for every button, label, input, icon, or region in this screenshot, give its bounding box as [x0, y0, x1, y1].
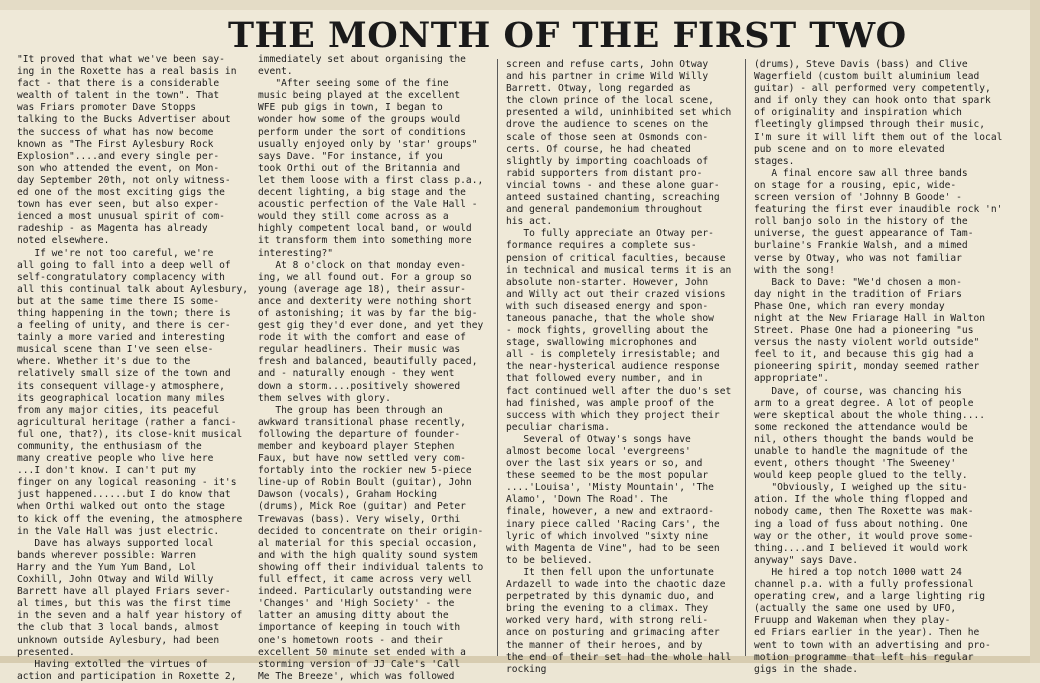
- text-line: the club that 3 local bands, almost: [17, 622, 220, 634]
- text-line: ...I don't know. I can't put my: [17, 465, 197, 477]
- text-line: versus the nasty violent world outside": [754, 337, 980, 349]
- text-line: Dave, of course, was chancing his: [754, 385, 962, 397]
- text-line: in the seven and a half year history of: [17, 610, 243, 622]
- text-line: Dawson (vocals), Graham Hocking: [258, 489, 438, 501]
- text-line: but at the same time there IS some-: [17, 295, 220, 307]
- text-line: formance requires a complete sus-: [506, 240, 697, 252]
- text-line: ienced a most unusual spirit of com-: [17, 211, 225, 223]
- text-line: day night in the tradition of Friars: [754, 288, 962, 300]
- text-line: Having extolled the virtues of: [17, 658, 208, 670]
- text-line: arm to a great degree. A lot of people: [754, 397, 974, 409]
- text-line: guitar) - all performed very competently,: [754, 83, 991, 95]
- text-line: indeed. Particularly outstanding were: [258, 586, 472, 598]
- text-line: "After seeing some of the fine: [258, 78, 449, 90]
- text-line: excellent 50 minute set ended with a: [258, 646, 466, 658]
- text-line: screen and refuse carts, John Otway: [506, 59, 709, 70]
- text-line: perform under the sort of conditions: [258, 126, 466, 138]
- text-line: awkward transitional phase recently,: [258, 416, 466, 428]
- text-line: Street. Phase One had a pioneering "us: [754, 325, 974, 337]
- text-line: ed Friars earlier in the year). Then he: [754, 627, 980, 639]
- text-line: Dave has always supported local: [17, 537, 214, 549]
- text-line: would they still come across as a: [258, 211, 449, 223]
- text-line: Faux, but have now settled very com-: [258, 453, 466, 465]
- text-line: bring the evening to a climax. They: [506, 603, 709, 615]
- text-line: following the departure of founder-: [258, 428, 461, 440]
- text-line: feel to it, and because this gig had a: [754, 349, 974, 361]
- text-line: radeship - as Magenta has already: [17, 223, 208, 235]
- text-line: gigs in the shade.: [754, 663, 858, 675]
- text-line: bands wherever possible: Warren: [17, 549, 197, 561]
- text-line: peculiar charisma.: [506, 421, 610, 433]
- text-line: thing happening in the town; there is: [17, 307, 231, 319]
- text-line: perpetrated by this dynamic duo, and: [506, 591, 714, 603]
- text-line: to be believed.: [506, 554, 593, 566]
- text-line: featuring the first ever inaudible rock 'n': [754, 204, 1003, 216]
- text-line: just happened......but I do know that: [17, 489, 231, 501]
- text-line: (drums), Steve Davis (bass) and Clive: [754, 59, 968, 70]
- text-line: (actually the same one used by UFO,: [754, 603, 957, 615]
- text-line: self-congratulatory complacency with: [17, 271, 225, 283]
- text-line: universe, the guest appearance of Tam-: [754, 228, 974, 240]
- text-line: member and keyboard player Stephen: [258, 441, 455, 452]
- text-line: ing in the Roxette has a real basis in: [17, 66, 237, 78]
- text-line: and - naturally enough - they went: [258, 368, 455, 380]
- text-line: all going to fall into a deep well of: [17, 259, 231, 271]
- text-line: screen version of 'Johnny B Goode' -: [754, 192, 962, 204]
- text-line: 'Changes' and 'High Society' - the: [258, 598, 455, 610]
- text-line: it transform them into something more: [258, 235, 472, 247]
- text-line: Several of Otway's songs have: [506, 433, 691, 445]
- text-line: immediately set about organising the: [258, 54, 466, 65]
- text-line: and with the high quality sound system: [258, 549, 478, 561]
- text-line: "It proved that what we've been say-: [17, 54, 225, 65]
- paper-edge-top: [0, 0, 1040, 10]
- text-line: and his partner in crime Wild Willy: [506, 71, 709, 83]
- text-line: ation. If the whole thing flopped and: [754, 494, 968, 506]
- text-line: some reckoned the attendance would be: [754, 421, 968, 433]
- text-line: stages.: [754, 155, 795, 167]
- text-line: If we're not too careful, we're: [17, 247, 214, 259]
- text-line: importance of keeping in touch with: [258, 622, 461, 634]
- text-line: wealth of talent in the town". That: [17, 90, 220, 102]
- text-line: all this continual talk about Aylesbury,: [17, 283, 249, 295]
- text-line: young (average age 18), their assur-: [258, 283, 466, 295]
- text-line: of originality and inspiration which: [754, 107, 962, 119]
- text-line: Explosion"....and every single per-: [17, 150, 220, 162]
- text-line: showing off their individual talents to: [258, 561, 484, 573]
- text-line: vincial towns - and these alone guar-: [506, 179, 720, 191]
- text-line: day September 20th, not only witness-: [17, 174, 231, 186]
- text-line: ed one of the most exciting gigs the: [17, 187, 225, 199]
- text-line: says Dave. "For instance, if you: [258, 150, 443, 162]
- text-line: and if only they can hook onto that spark: [754, 95, 991, 107]
- text-line: town has ever seen, but also exper-: [17, 199, 220, 211]
- text-line: nobody came, then The Roxette was mak-: [754, 506, 974, 518]
- text-line: ful one, that?), its close-knit musical: [17, 428, 243, 440]
- text-line: son who attended the event, on Mon-: [17, 162, 220, 174]
- text-line: ing, we all found out. For a group so: [258, 271, 472, 283]
- article-column-4: [754, 59, 1003, 675]
- text-line: The group has been through an: [258, 404, 443, 416]
- text-line: pub scene and on to more elevated: [754, 143, 945, 155]
- text-line: relatively small size of the town and: [17, 368, 231, 380]
- text-line: fortably into the rockier new 5-piece: [258, 465, 472, 477]
- text-line: acoustic perfection of the Vale Hall -: [258, 199, 478, 211]
- text-line: noted elsewhere.: [17, 235, 110, 247]
- text-line: WFE pub gigs in town, I began to: [258, 102, 443, 114]
- text-line: roll banjo solo in the history of the: [754, 216, 968, 228]
- text-line: his act.: [506, 216, 553, 228]
- text-line: presented.: [17, 646, 75, 658]
- text-line: fact - that there is a considerable: [17, 78, 220, 90]
- text-line: Barrett. Otway, long regarded as: [506, 83, 691, 95]
- text-line: fleetingly glimpsed through their music,: [754, 119, 986, 131]
- text-line: were skeptical about the whole thing....: [754, 409, 986, 421]
- text-line: pioneering spirit, monday seemed rather: [754, 361, 980, 373]
- text-line: talking to the Bucks Advertiser about: [17, 114, 231, 126]
- text-line: Back to Dave: "We'd chosen a mon-: [754, 276, 962, 288]
- text-line: finale, however, a new and extraord-: [506, 506, 714, 518]
- text-line: was Friars promoter Dave Stopps: [17, 102, 197, 114]
- text-line: I'm sure it will lift them out of the local: [754, 131, 1003, 143]
- article-column-1: [17, 54, 253, 682]
- text-line: that followed every number, and in: [506, 373, 703, 385]
- column-rule: [745, 59, 746, 656]
- text-line: of astonishing; it was by far the big-: [258, 307, 478, 319]
- text-line: certs. Of course, he had cheated: [506, 143, 691, 155]
- text-line: ance and dexterity were nothing short: [258, 295, 472, 307]
- text-line: He hired a top notch 1000 watt 24: [754, 566, 962, 578]
- text-line: ance on posturing and grimacing after: [506, 627, 720, 639]
- text-line: decided to concentrate on their origin-: [258, 525, 484, 537]
- text-line: fact continued well after the duo's set: [506, 385, 732, 397]
- text-line: highly competent local band, or would: [258, 223, 472, 235]
- text-line: Fruupp and Wakeman when they play-: [754, 615, 951, 627]
- column-rule: [497, 59, 498, 656]
- text-line: slightly by importing coachloads of: [506, 155, 709, 167]
- text-line: Phase One, which ran every monday: [754, 300, 945, 312]
- text-line: line-up of Robin Boult (guitar), John: [258, 477, 472, 489]
- text-line: all - is completely irresistable; and: [506, 349, 720, 361]
- text-line: the near-hysterical audience response: [506, 361, 720, 373]
- text-line: lyric of which involved "sixty nine: [506, 530, 709, 542]
- article-column-2: [258, 54, 494, 682]
- text-line: tainly a more varied and interesting: [17, 332, 225, 344]
- text-line: over the last six years or so, and: [506, 458, 703, 470]
- text-line: motion programme that left his regular: [754, 651, 974, 663]
- text-line: interesting?": [258, 247, 334, 259]
- text-line: the end of their set had the whole hall: [506, 651, 732, 663]
- text-line: worked very hard, with strong reli-: [506, 615, 709, 627]
- text-line: verse by Otway, who was not familiar: [754, 252, 962, 264]
- text-line: gest gig they'd ever done, and yet they: [258, 320, 484, 332]
- text-line: these seemed to be the most popular: [506, 470, 709, 482]
- text-line: regular headliners. Their music was: [258, 344, 461, 356]
- text-line: A final encore saw all three bands: [754, 167, 968, 179]
- text-line: scale of those seen at Osmonds con-: [506, 131, 709, 143]
- text-line: Harry and the Yum Yum Band, Lol: [17, 561, 197, 573]
- text-line: to kick off the evening, the atmosphere: [17, 513, 243, 525]
- text-line: Me The Breeze', which was followed: [258, 670, 455, 682]
- text-line: its consequent village-y atmosphere,: [17, 380, 225, 392]
- text-line: the success of what has now become: [17, 126, 214, 138]
- text-line: "Obviously, I weighed up the situ-: [754, 482, 968, 494]
- text-line: ....'Louisa', 'Misty Mountain', 'The: [506, 482, 714, 494]
- headline: THE MONTH OF THE FIRST TWO: [228, 15, 907, 56]
- text-line: its geographical location many miles: [17, 392, 225, 404]
- text-line: went to town with an advertising and pro-: [754, 639, 991, 651]
- text-line: and general pandemonium throughout: [506, 204, 703, 216]
- text-line: drove the audience to scenes on the: [506, 119, 709, 131]
- text-line: nil, others thought the bands would be: [754, 433, 974, 445]
- text-line: burlaine's Frankie Walsh, and a mimed: [754, 240, 968, 252]
- text-line: pension of critical faculties, because: [506, 252, 726, 264]
- text-line: with such diseased energy and spon-: [506, 300, 709, 312]
- text-line: full effect, it came across very well: [258, 574, 472, 586]
- text-line: latter an amusing ditty about the: [258, 610, 449, 622]
- text-line: Alamo', 'Down The Road'. The: [506, 494, 668, 506]
- text-line: on stage for a rousing, epic, wide-: [754, 179, 957, 191]
- text-line: Barrett have all played Friars sever-: [17, 586, 231, 598]
- text-line: had finished, was ample proof of the: [506, 397, 714, 409]
- text-line: one's hometown roots - and their: [258, 634, 443, 646]
- text-line: anteed sustained chanting, screaching: [506, 192, 720, 204]
- text-line: with the song!: [754, 264, 835, 276]
- text-line: al times, but this was the first time: [17, 598, 231, 610]
- text-line: wonder how some of the groups would: [258, 114, 461, 126]
- text-line: community, the enthusiasm of the: [17, 441, 202, 452]
- text-line: appropriate".: [754, 373, 830, 385]
- text-line: from any major cities, its peaceful: [17, 404, 220, 416]
- text-line: in the Vale Hall was just electric.: [17, 525, 220, 537]
- text-line: the manner of their heroes, and by: [506, 639, 703, 651]
- text-line: let them loose with a first class p.a.,: [258, 174, 484, 186]
- text-line: thing....and I believed it would work: [754, 542, 968, 554]
- text-line: unknown outside Aylesbury, had been: [17, 634, 220, 646]
- text-line: taneous panache, that the whole show: [506, 312, 714, 324]
- text-line: agricultural heritage (rather a fanci-: [17, 416, 237, 428]
- text-line: operating crew, and a large lighting rig: [754, 591, 986, 603]
- text-line: event.: [258, 66, 293, 78]
- text-line: musical scene than I've seen else-: [17, 344, 214, 356]
- text-line: ing a load of fuss about nothing. One: [754, 518, 968, 530]
- text-line: a feeling of unity, and there is cer-: [17, 320, 231, 332]
- text-line: (drums), Mick Roe (guitar) and Peter: [258, 501, 466, 513]
- article-column-3: [506, 59, 742, 675]
- text-line: known as "The First Aylesbury Rock: [17, 138, 214, 150]
- text-line: rabid supporters from distant pro-: [506, 167, 703, 179]
- text-line: To fully appreciate an Otway per-: [506, 228, 714, 240]
- text-line: down a storm....positively showered: [258, 380, 461, 392]
- text-line: night at the New Friarage Hall in Walton: [754, 312, 986, 324]
- text-line: al material for this special occasion,: [258, 537, 478, 549]
- text-line: with Magenta de Vine", had to be seen: [506, 542, 720, 554]
- text-line: almost become local 'evergreens': [506, 446, 691, 457]
- text-line: anyway" says Dave.: [754, 554, 858, 566]
- text-line: stage, swallowing microphones and: [506, 337, 697, 349]
- text-line: unable to handle the magnitude of the: [754, 446, 968, 457]
- text-line: action and participation in Roxette 2,: [17, 670, 237, 682]
- text-line: - mock fights, grovelling about the: [506, 325, 709, 337]
- text-line: channel p.a. with a fully professional: [754, 579, 974, 591]
- text-line: event, others thought 'The Sweeney': [754, 458, 957, 470]
- text-line: and Willy act out their crazed visions: [506, 288, 726, 300]
- text-line: Ardazell to wade into the chaotic daze: [506, 579, 726, 591]
- text-line: inary piece called 'Racing Cars', the: [506, 518, 720, 530]
- text-line: when Orthi walked out onto the stage: [17, 501, 225, 513]
- text-line: success with which they project their: [506, 409, 720, 421]
- text-line: fresh and balanced, beautifully paced,: [258, 356, 478, 368]
- text-line: way or the other, it would prove some-: [754, 530, 974, 542]
- text-line: storming version of JJ Cale's 'Call: [258, 658, 461, 670]
- text-line: Coxhill, John Otway and Wild Willy: [17, 574, 214, 586]
- text-line: many creative people who live here: [17, 453, 214, 465]
- text-line: where. Whether it's due to the: [17, 356, 191, 368]
- text-line: rocking: [506, 663, 547, 675]
- text-line: absolute non-starter. However, John: [506, 276, 709, 288]
- text-line: took Orthi out of the Britannia and: [258, 162, 461, 174]
- text-line: them selves with glory.: [258, 392, 391, 404]
- text-line: finger on any logical reasoning - it's: [17, 477, 237, 489]
- text-line: Trewavas (bass). Very wisely, Orthi: [258, 513, 461, 525]
- text-line: in technical and musical terms it is an: [506, 264, 732, 276]
- text-line: presented a wild, uninhibited set which: [506, 107, 732, 119]
- text-line: would keep people glued to the telly.: [754, 470, 968, 482]
- text-line: At 8 o'clock on that monday even-: [258, 259, 466, 271]
- text-line: music being played at the excellent: [258, 90, 461, 102]
- text-line: decent lighting, a big stage and the: [258, 187, 466, 199]
- text-line: the clown prince of the local scene,: [506, 95, 714, 107]
- text-line: rode it with the comfort and ease of: [258, 332, 466, 344]
- paper-edge-right: [1030, 0, 1040, 663]
- text-line: usually enjoyed only by 'star' groups": [258, 138, 478, 150]
- text-line: It then fell upon the unfortunate: [506, 566, 714, 578]
- text-line: Wagerfield (custom built aluminium lead: [754, 71, 980, 83]
